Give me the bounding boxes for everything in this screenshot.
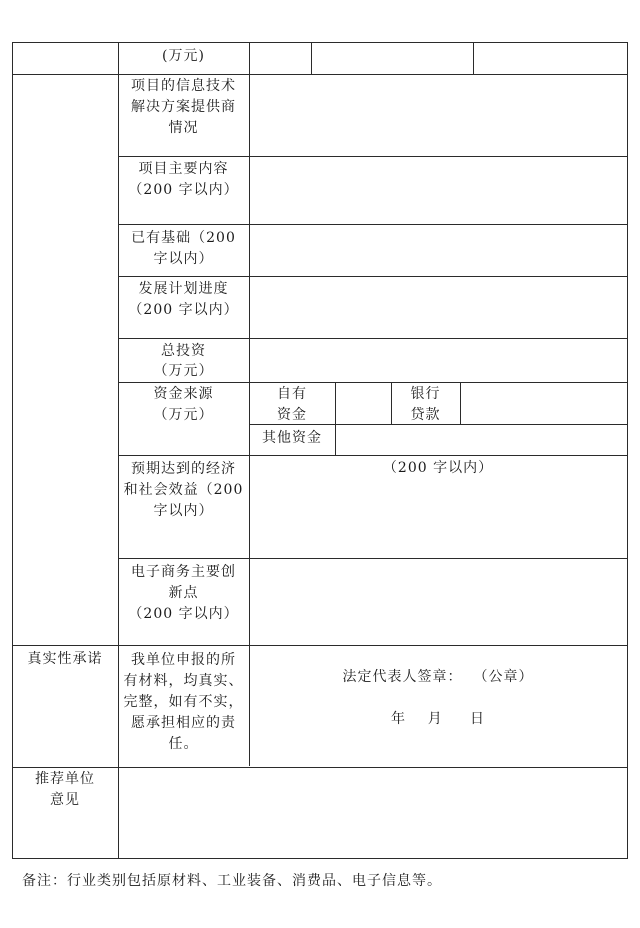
- label-line: 情况: [168, 120, 199, 136]
- commitment-line: 任。: [168, 736, 199, 752]
- grid-line: [118, 224, 628, 225]
- grid-line: [118, 276, 628, 277]
- label-line: 新点: [168, 585, 199, 601]
- commitment-label: 真实性承诺: [27, 651, 103, 667]
- label-line: （200 字以内）: [128, 302, 239, 318]
- label-line: 意见: [50, 792, 80, 808]
- fund-other-label: 其他资金: [262, 430, 322, 446]
- label-line: 已有基础（200: [131, 230, 236, 246]
- label-line: （万元）: [153, 363, 214, 379]
- grid-line: [473, 42, 474, 74]
- benefits-hint: （200 字以内）: [382, 460, 494, 476]
- grid-line: [118, 382, 628, 383]
- signature-line: 法定代表人签章： （公章）: [342, 669, 534, 685]
- label-line: （200 字以内）: [128, 606, 239, 622]
- footer-note: 备注：行业类别包括原材料、工业装备、消费品、电子信息等。: [22, 873, 442, 889]
- label-line: 银行: [410, 386, 441, 402]
- unit-label: (万元): [162, 48, 205, 64]
- label-line: 电子商务主要创: [131, 564, 236, 580]
- grid-line: [118, 338, 628, 339]
- commitment-line: 我单位申报的所: [131, 652, 236, 668]
- grid-line: [118, 558, 628, 559]
- label-line: 推荐单位: [35, 771, 95, 787]
- commitment-line: 愿承担相应的责: [131, 715, 236, 731]
- label-line: 发展计划进度: [138, 281, 229, 297]
- label-line: （万元）: [153, 407, 214, 423]
- label-line: 资金: [277, 407, 307, 423]
- grid-line: [12, 645, 628, 646]
- label-line: 自有: [277, 386, 307, 402]
- label-line: 字以内）: [153, 503, 214, 519]
- grid-line: [460, 382, 461, 424]
- grid-line: [12, 42, 628, 43]
- date-line: 年 月 日: [390, 711, 486, 727]
- label-line: 字以内）: [153, 251, 214, 267]
- label-line: 资金来源: [153, 386, 214, 402]
- grid-line: [627, 42, 628, 859]
- label-line: 项目的信息技术: [131, 78, 236, 94]
- commitment-line: 有材料，均真实、: [123, 673, 244, 689]
- label-line: 项目主要内容: [138, 161, 229, 177]
- grid-line: [118, 156, 628, 157]
- label-line: 预期达到的经济: [131, 461, 236, 477]
- label-line: 和社会效益（200: [123, 482, 244, 498]
- grid-line: [335, 382, 336, 455]
- grid-line: [311, 42, 312, 74]
- grid-line: [12, 42, 13, 859]
- label-line: 解决方案提供商: [131, 99, 236, 115]
- grid-line: [12, 858, 628, 859]
- grid-line: [12, 74, 628, 75]
- grid-line: [118, 455, 628, 456]
- grid-line: [12, 767, 628, 768]
- label-line: 贷款: [410, 407, 441, 423]
- commitment-line: 完整，如有不实，: [123, 694, 244, 710]
- label-line: （200 字以内）: [128, 182, 239, 198]
- label-line: 总投资: [161, 343, 206, 359]
